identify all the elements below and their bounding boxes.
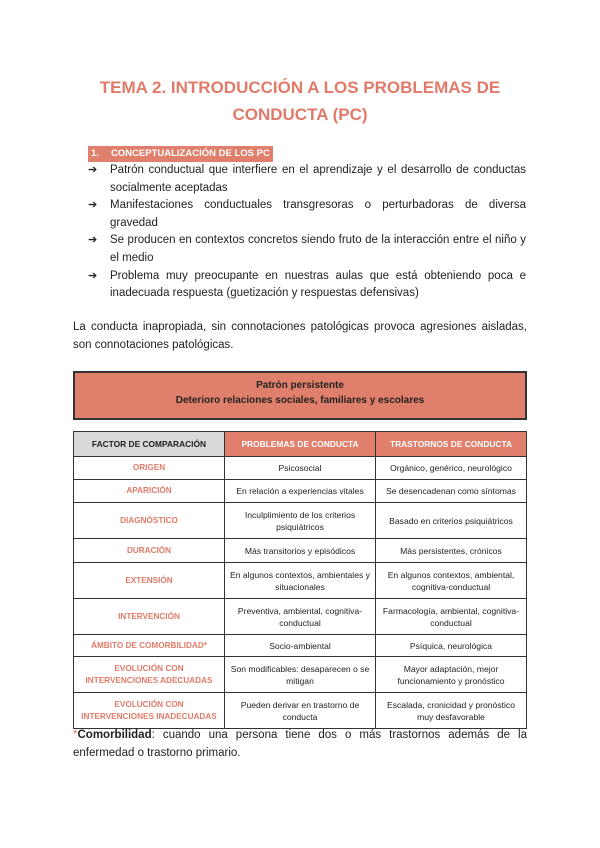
factor-cell: APARICIÓN [74,480,225,503]
trastornos-cell: Escalada, cronicidad y pronóstico muy desfavorable [376,693,527,729]
factor-cell: EXTENSIÓN [74,563,225,599]
table-row [74,693,527,729]
problemas-cell: En relación a experiencias vitales [225,480,376,503]
trastornos-cell: Más persistentes, crónicos [376,539,527,563]
paragraph: La conducta inapropiada, sin connotaciones patológicas provoca agresiones aisladas, son connotaciones patológicas. [73,321,527,351]
trastornos-cell: Farmacología, ambiental, cognitiva-conductual [376,599,527,635]
problemas-cell: En algunos contextos, ambientales y situacionales [225,563,376,599]
problemas-cell: Inculplimiento de los criterios psiquiátricos [225,503,376,539]
table-row [74,635,527,657]
title-line-1: TEMA 2. INTRODUCCIÓN A LOS PROBLEMAS DE [99,78,501,97]
footnote [73,726,527,762]
table-row [74,503,527,539]
table-row [74,480,527,503]
trastornos-cell: Orgánico, genérico, neurológico [376,457,527,480]
summary-box [73,371,527,420]
trastornos-cell: Se desencadenan como síntomas [376,480,527,503]
factor-cell: INTERVENCIÓN [74,599,225,635]
arrow-right-icon: ➔ [88,164,98,176]
header-problemas: PROBLEMAS DE CONDUCTA [225,432,376,457]
trastornos-cell: Basado en criterios psiquiátricos [376,503,527,539]
problemas-cell: Más transitorios y episódicos [225,539,376,563]
footnote-text: : cuando una persona tiene dos o más trastornos además de la enfermedad o trastorno primario. [73,729,527,759]
bullet-list [88,162,526,303]
trastornos-cell: En algunos contextos, ambiental, cognitiva-conductual [376,563,527,599]
table-header-row [74,432,527,457]
trastornos-cell: Mayor adaptación, mejor funcionamiento y pronóstico [376,657,527,693]
bullet-text: Se producen en contextos concretos siendo fruto de la interacción entre el niño y el medio [110,234,526,264]
comparison-table [73,431,527,729]
problemas-cell: Son modificables: desaparecen o se mitigan [225,657,376,693]
problemas-cell: Psicosocial [225,457,376,480]
footnote-asterisk: * [73,729,78,741]
bullet-text: Manifestaciones conductuales transgresoras o perturbadoras de diversa gravedad [110,199,526,229]
factor-cell: ORIGEN [74,457,225,480]
box-line-2: Deterioro relaciones sociales, familiares y escolares [175,395,425,406]
section-heading [88,146,273,162]
bullet-text: Problema muy preocupante en nuestras aulas que está obteniendo poca e inadecuada respuesta (guetización y respuestas defensivas) [110,269,526,300]
factor-cell: DIAGNÓSTICO [74,503,225,539]
bullet-text: Patrón conductual que interfiere en el aprendizaje y el desarrollo de conductas socialmente aceptadas [110,164,526,194]
title-line-2: CONDUCTA (PC) [232,105,368,124]
table-row [74,457,527,480]
factor-cell: EVOLUCIÓN CON INTERVENCIONES INADECUADAS [74,693,225,729]
page-title [60,74,540,128]
section-label: CONCEPTUALIZACIÓN DE LOS PC [110,148,270,159]
arrow-right-icon: ➔ [88,234,98,247]
factor-cell: ÁMBITO DE COMORBILIDAD* [74,635,225,657]
table-row [74,657,527,693]
header-trastornos: TRASTORNOS DE CONDUCTA [376,432,527,457]
table-row [74,563,527,599]
box-line-1: Patrón persistente [256,380,344,391]
list-item [88,162,526,197]
trastornos-cell: Psíquica, neurológica [376,635,527,657]
arrow-right-icon: ➔ [88,269,98,282]
list-item [88,197,526,232]
factor-cell: DURACIÓN [74,539,225,563]
section-number: 1. [91,148,99,159]
table-row [74,599,527,635]
factor-cell: EVOLUCIÓN CON INTERVENCIONES ADECUADAS [74,657,225,693]
arrow-right-icon: ➔ [88,199,98,212]
problemas-cell: Socio-ambiental [225,635,376,657]
list-item [88,232,526,267]
problemas-cell: Preventiva, ambiental, cognitiva-conductual [225,599,376,635]
header-factor: FACTOR DE COMPARACIÓN [74,432,225,457]
table-row [74,539,527,563]
problemas-cell: Pueden derivar en trastorno de conducta [225,693,376,729]
list-item [88,268,526,303]
footnote-term: Comorbilidad [77,729,152,741]
